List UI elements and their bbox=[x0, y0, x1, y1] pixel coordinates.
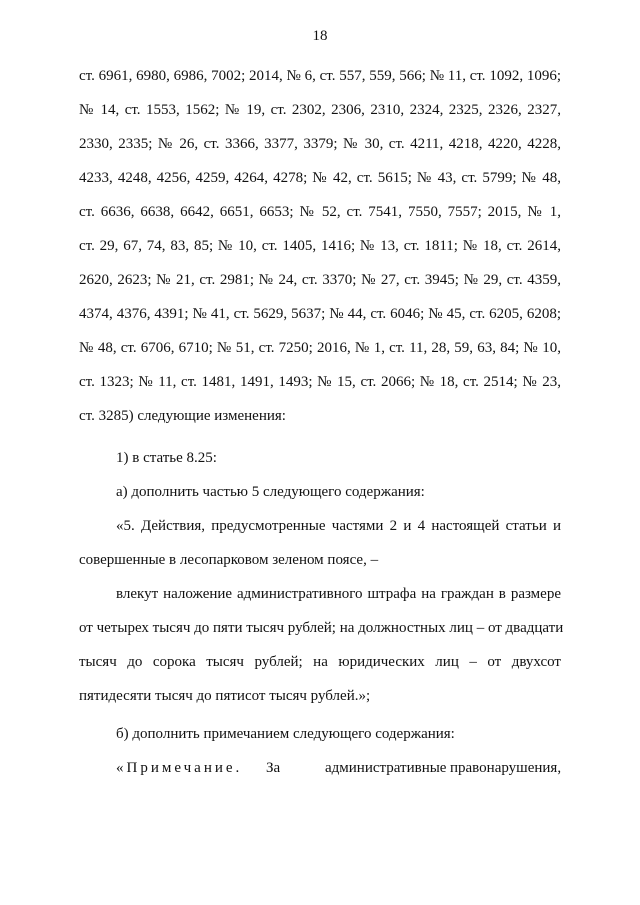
text-line: тысяч до сорока тысяч рублей; на юридических лиц – от двухсот bbox=[79, 654, 561, 670]
text-line: № 14, ст. 1553, 1562; № 19, ст. 2302, 2306, 2310, 2324, 2325, 2326, 2327, bbox=[79, 102, 561, 118]
list-item: 1) в статье 8.25: bbox=[116, 450, 217, 466]
text-word: административные bbox=[325, 760, 447, 776]
text-line: № 48, ст. 6706, 6710; № 51, ст. 7250; 2016, № 1, ст. 11, 28, 59, 63, 84; № 10, bbox=[79, 340, 561, 356]
text-line: ст. 6636, 6638, 6642, 6651, 6653; № 52, ст. 7541, 7550, 7557; 2015, № 1, bbox=[79, 204, 561, 220]
text-line: ст. 6961, 6980, 6986, 7002; 2014, № 6, ст. 557, 559, 566; № 11, ст. 1092, 1096; bbox=[79, 68, 561, 84]
quote-line: совершенные в лесопарковом зеленом поясе, – bbox=[79, 552, 379, 568]
text-line: ст. 29, 67, 74, 83, 85; № 10, ст. 1405, 1416; № 13, ст. 1811; № 18, ст. 2614, bbox=[79, 238, 561, 254]
text-line: ст. 1323; № 11, ст. 1481, 1491, 1493; № 15, ст. 2066; № 18, ст. 2514; № 23, bbox=[79, 374, 561, 390]
text-line: пятидесяти тысяч до пятисот тысяч рублей.»; bbox=[79, 688, 371, 704]
list-item: б) дополнить примечанием следующего содержания: bbox=[116, 726, 455, 742]
text-line: 2620, 2623; № 21, ст. 2981; № 24, ст. 3370; № 27, ст. 3945; № 29, ст. 4359, bbox=[79, 272, 561, 288]
quote-line: «5. Действия, предусмотренные частями 2 и 4 настоящей статьи и bbox=[116, 518, 561, 534]
text-line: 4233, 4248, 4256, 4259, 4264, 4278; № 42, ст. 5615; № 43, ст. 5799; № 48, bbox=[79, 170, 561, 186]
text-line: ст. 3285) следующие изменения: bbox=[79, 408, 286, 424]
text-line: 4374, 4376, 4391; № 41, ст. 5629, 5637; № 44, ст. 6046; № 45, ст. 6205, 6208; bbox=[79, 306, 561, 322]
note-heading: «Примечание. bbox=[116, 760, 243, 776]
text-line: 2330, 2335; № 26, ст. 3366, 3377, 3379; № 30, ст. 4211, 4218, 4220, 4228, bbox=[79, 136, 561, 152]
text-line: от четырех тысяч до пяти тысяч рублей; на должностных лиц – от двадцати bbox=[79, 620, 564, 636]
text-word: правонарушения, bbox=[450, 760, 562, 776]
page-number: 18 bbox=[312, 28, 328, 44]
text-word: За bbox=[266, 760, 281, 776]
text-line: влекут наложение административного штрафа на граждан в размере bbox=[116, 586, 561, 602]
list-item: а) дополнить частью 5 следующего содержания: bbox=[116, 484, 425, 500]
